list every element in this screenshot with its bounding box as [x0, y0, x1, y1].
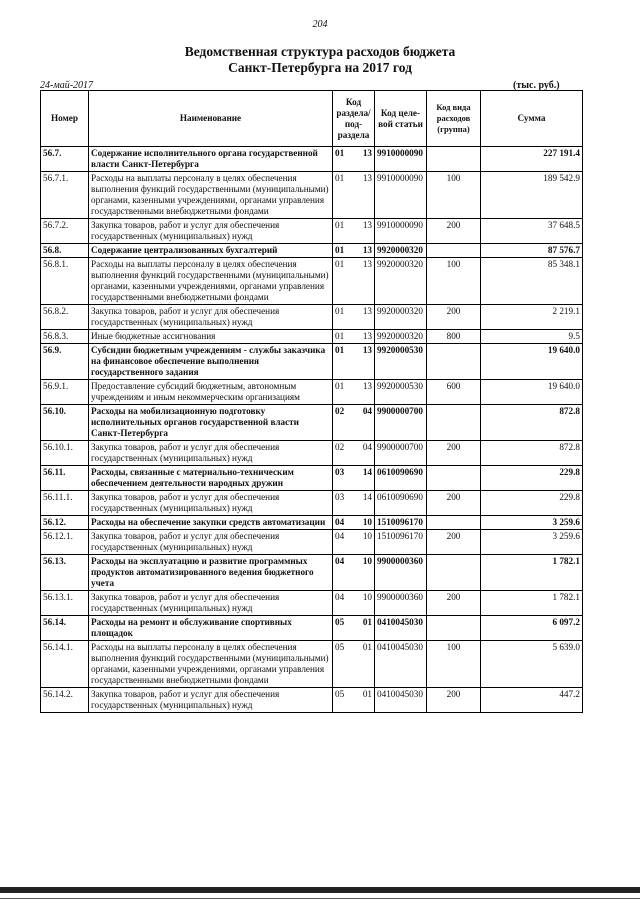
row-name: Предоставление субсидий бюджетным, автономным учреждениям и иным некоммерческим организациям [89, 380, 333, 405]
row-subsection: 13 [359, 147, 375, 172]
row-name: Расходы на мобилизационную подготовку исполнительных органов государственной власти Санкт-Петербурга [89, 405, 333, 441]
row-target-code: 1510096170 [375, 530, 427, 555]
row-target-code: 9920000530 [375, 380, 427, 405]
row-sum: 5 639.0 [481, 641, 583, 688]
row-subsection: 01 [359, 688, 375, 713]
row-name: Закупка товаров, работ и услуг для обеспечения государственных (муниципальных) нужд [89, 441, 333, 466]
document-title [0, 44, 640, 76]
row-target-code: 9900000700 [375, 441, 427, 466]
row-number: 56.8.1. [41, 258, 89, 305]
row-number: 56.14.1. [41, 641, 89, 688]
table-row [41, 380, 583, 405]
row-number: 56.8.2. [41, 305, 89, 330]
row-subsection: 10 [359, 516, 375, 530]
row-name: Содержание централизованных бухгалтерий [89, 244, 333, 258]
row-subsection: 13 [359, 380, 375, 405]
row-expense-type [427, 405, 481, 441]
title-line-2: Санкт-Петербурга на 2017 год [228, 60, 412, 75]
row-expense-type: 800 [427, 330, 481, 344]
row-expense-type: 200 [427, 441, 481, 466]
row-sum: 37 648.5 [481, 219, 583, 244]
row-number: 56.7.1. [41, 172, 89, 219]
row-sum: 6 097.2 [481, 616, 583, 641]
row-number: 56.8. [41, 244, 89, 258]
row-subsection: 14 [359, 466, 375, 491]
row-section: 01 [333, 172, 359, 219]
row-expense-type: 200 [427, 305, 481, 330]
row-section: 01 [333, 380, 359, 405]
row-number: 56.10.1. [41, 441, 89, 466]
row-sum: 2 219.1 [481, 305, 583, 330]
row-target-code: 9920000530 [375, 344, 427, 380]
table-row [41, 244, 583, 258]
row-subsection: 04 [359, 441, 375, 466]
footer-bar [0, 887, 640, 893]
row-section: 01 [333, 258, 359, 305]
table-row [41, 258, 583, 305]
header-sum: Сумма [481, 91, 583, 147]
row-section: 01 [333, 219, 359, 244]
row-target-code: 9920000320 [375, 305, 427, 330]
row-section: 04 [333, 555, 359, 591]
row-expense-type: 200 [427, 530, 481, 555]
row-subsection: 13 [359, 330, 375, 344]
row-expense-type: 100 [427, 641, 481, 688]
row-number: 56.11. [41, 466, 89, 491]
row-expense-type: 100 [427, 172, 481, 219]
table-row [41, 441, 583, 466]
row-number: 56.9.1. [41, 380, 89, 405]
row-expense-type: 100 [427, 258, 481, 305]
row-subsection: 10 [359, 555, 375, 591]
row-sum: 3 259.6 [481, 516, 583, 530]
row-number: 56.8.3. [41, 330, 89, 344]
row-subsection: 13 [359, 172, 375, 219]
row-number: 56.7. [41, 147, 89, 172]
table-row [41, 147, 583, 172]
row-name: Расходы на выплаты персоналу в целях обеспечения выполнения функций государственными (муниципальными) органами, казенными учреждениями, органами управления государственными внебюджетными фондами [89, 172, 333, 219]
row-subsection: 13 [359, 244, 375, 258]
row-name: Расходы на эксплуатацию и развитие программных продуктов автоматизированного ведения бюджетного учета [89, 555, 333, 591]
row-sum: 227 191.4 [481, 147, 583, 172]
header-name: Наименование [89, 91, 333, 147]
table-row [41, 616, 583, 641]
row-subsection: 10 [359, 591, 375, 616]
row-section: 01 [333, 244, 359, 258]
row-name: Расходы на ремонт и обслуживание спортивных площадок [89, 616, 333, 641]
row-subsection: 01 [359, 641, 375, 688]
row-name: Расходы на выплаты персоналу в целях обеспечения выполнения функций государственными (муниципальными) органами, казенными учреждениями, органами управления государственными внебюджетными фондами [89, 258, 333, 305]
row-number: 56.14. [41, 616, 89, 641]
table-row [41, 466, 583, 491]
row-number: 56.7.2. [41, 219, 89, 244]
row-expense-type [427, 344, 481, 380]
row-sum: 447.2 [481, 688, 583, 713]
row-sum: 19 640.0 [481, 380, 583, 405]
row-name: Расходы на обеспечение закупки средств автоматизации [89, 516, 333, 530]
row-section: 01 [333, 344, 359, 380]
row-target-code: 0610090690 [375, 466, 427, 491]
budget-table [40, 90, 583, 713]
row-sum: 87 576.7 [481, 244, 583, 258]
row-target-code: 9900000360 [375, 555, 427, 591]
row-expense-type [427, 616, 481, 641]
table-row [41, 305, 583, 330]
footer-line [0, 898, 640, 899]
row-name: Закупка товаров, работ и услуг для обеспечения государственных (муниципальных) нужд [89, 305, 333, 330]
table-row [41, 219, 583, 244]
row-sum: 872.8 [481, 405, 583, 441]
row-section: 05 [333, 616, 359, 641]
table-body [41, 147, 583, 713]
table-row [41, 330, 583, 344]
row-sum: 229.8 [481, 491, 583, 516]
table-row [41, 172, 583, 219]
row-expense-type [427, 555, 481, 591]
row-target-code: 9920000320 [375, 330, 427, 344]
row-sum: 189 542.9 [481, 172, 583, 219]
row-target-code: 0410045030 [375, 641, 427, 688]
row-expense-type: 200 [427, 688, 481, 713]
row-name: Расходы на выплаты персоналу в целях обеспечения выполнения функций государственными (муниципальными) органами, казенными учреждениями, органами управления государственными внебюджетными фондами [89, 641, 333, 688]
row-sum: 19 640.0 [481, 344, 583, 380]
header-expense-type: Код вида расходов (группа) [427, 91, 481, 147]
row-section: 04 [333, 530, 359, 555]
row-subsection: 01 [359, 616, 375, 641]
row-section: 05 [333, 641, 359, 688]
table-row [41, 344, 583, 380]
row-name: Расходы, связанные с материально-техническим обеспечением деятельности народных дружин [89, 466, 333, 491]
row-name: Закупка товаров, работ и услуг для обеспечения государственных (муниципальных) нужд [89, 219, 333, 244]
row-name: Иные бюджетные ассигнования [89, 330, 333, 344]
table-row [41, 516, 583, 530]
row-section: 05 [333, 688, 359, 713]
row-expense-type: 600 [427, 380, 481, 405]
row-number: 56.13. [41, 555, 89, 591]
row-name: Закупка товаров, работ и услуг для обеспечения государственных (муниципальных) нужд [89, 591, 333, 616]
row-name: Закупка товаров, работ и услуг для обеспечения государственных (муниципальных) нужд [89, 530, 333, 555]
row-number: 56.11.1. [41, 491, 89, 516]
row-expense-type [427, 244, 481, 258]
row-name: Субсидии бюджетным учреждениям - службы заказчика на финансовое обеспечение выполнения государственного задания [89, 344, 333, 380]
row-section: 01 [333, 305, 359, 330]
row-target-code: 1510096170 [375, 516, 427, 530]
row-sum: 85 348.1 [481, 258, 583, 305]
row-section: 01 [333, 147, 359, 172]
row-target-code: 0410045030 [375, 616, 427, 641]
row-target-code: 0610090690 [375, 491, 427, 516]
header-number: Номер [41, 91, 89, 147]
row-number: 56.9. [41, 344, 89, 380]
header-section: Код раздела/ под-раздела [333, 91, 375, 147]
row-section: 03 [333, 466, 359, 491]
units-label: (тыс. руб.) [513, 80, 560, 91]
row-target-code: 9910000090 [375, 172, 427, 219]
row-name: Закупка товаров, работ и услуг для обеспечения государственных (муниципальных) нужд [89, 688, 333, 713]
row-subsection: 04 [359, 405, 375, 441]
row-subsection: 13 [359, 258, 375, 305]
row-expense-type: 200 [427, 219, 481, 244]
row-subsection: 10 [359, 530, 375, 555]
row-sum: 3 259.6 [481, 530, 583, 555]
row-expense-type [427, 466, 481, 491]
row-sum: 872.8 [481, 441, 583, 466]
row-section: 04 [333, 591, 359, 616]
row-expense-type [427, 147, 481, 172]
row-target-code: 9920000320 [375, 258, 427, 305]
row-subsection: 14 [359, 491, 375, 516]
table-row [41, 530, 583, 555]
row-name: Содержание исполнительного органа государственной власти Санкт-Петербурга [89, 147, 333, 172]
page-number: 204 [312, 19, 328, 30]
row-section: 04 [333, 516, 359, 530]
row-name: Закупка товаров, работ и услуг для обеспечения государственных (муниципальных) нужд [89, 491, 333, 516]
row-sum: 229.8 [481, 466, 583, 491]
row-subsection: 13 [359, 344, 375, 380]
row-number: 56.12. [41, 516, 89, 530]
row-sum: 1 782.1 [481, 555, 583, 591]
row-target-code: 9910000090 [375, 147, 427, 172]
row-number: 56.13.1. [41, 591, 89, 616]
row-number: 56.12.1. [41, 530, 89, 555]
header-target: Код целе-вой статьи [375, 91, 427, 147]
document-date: 24-май-2017 [40, 80, 94, 91]
row-expense-type: 200 [427, 491, 481, 516]
row-target-code: 9920000320 [375, 244, 427, 258]
row-sum: 1 782.1 [481, 591, 583, 616]
row-subsection: 13 [359, 219, 375, 244]
table-row [41, 641, 583, 688]
row-target-code: 9910000090 [375, 219, 427, 244]
row-expense-type: 200 [427, 591, 481, 616]
table-row [41, 405, 583, 441]
row-number: 56.10. [41, 405, 89, 441]
row-section: 01 [333, 330, 359, 344]
row-sum: 9.5 [481, 330, 583, 344]
table-row [41, 688, 583, 713]
title-line-1: Ведомственная структура расходов бюджета [184, 44, 456, 59]
row-expense-type [427, 516, 481, 530]
row-section: 02 [333, 441, 359, 466]
table-row [41, 555, 583, 591]
row-target-code: 0410045030 [375, 688, 427, 713]
row-target-code: 9900000360 [375, 591, 427, 616]
row-target-code: 9900000700 [375, 405, 427, 441]
row-subsection: 13 [359, 305, 375, 330]
row-section: 02 [333, 405, 359, 441]
row-section: 03 [333, 491, 359, 516]
row-number: 56.14.2. [41, 688, 89, 713]
table-row [41, 491, 583, 516]
table-row [41, 591, 583, 616]
